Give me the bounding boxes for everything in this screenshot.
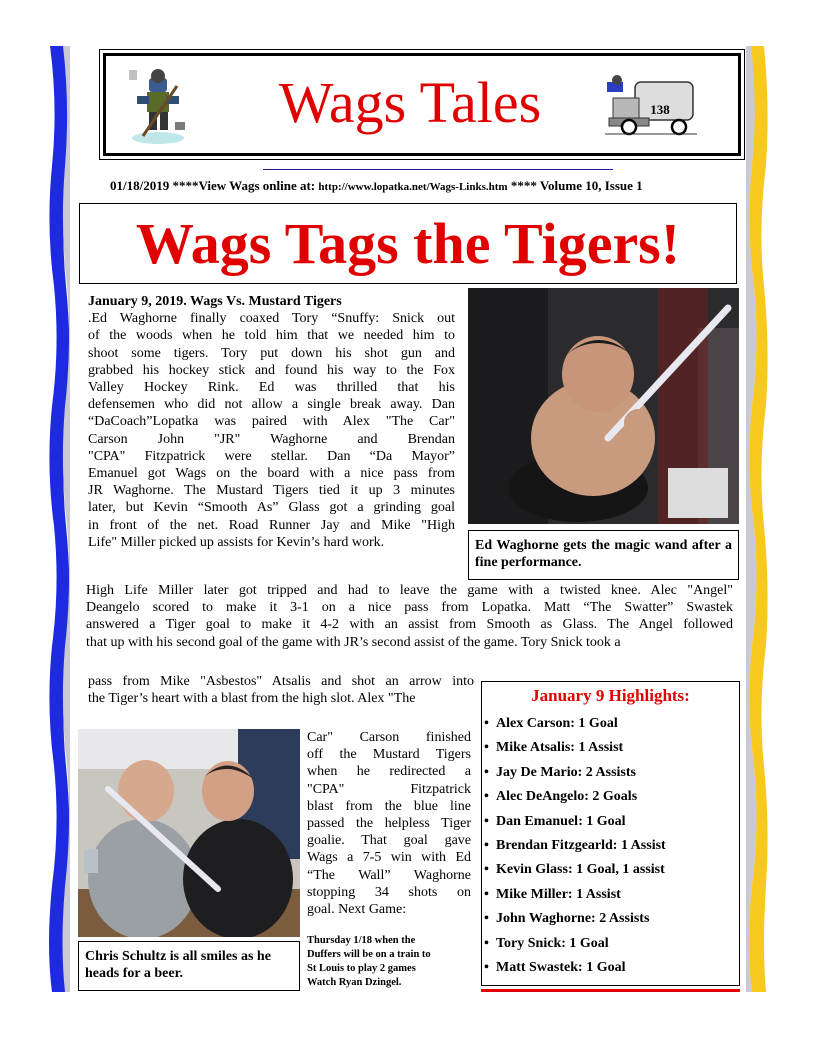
text-line: off the Mustard Tigers	[307, 747, 471, 763]
text-line: goal. Next Game:	[307, 902, 407, 918]
text-line: Car" Carson finished	[307, 730, 471, 745]
dateline	[110, 178, 730, 194]
text-line: defensemen who did not allow a single break away. Dan	[88, 397, 455, 413]
highlight-item	[484, 934, 734, 958]
text-line: "CPA" Fitzpatrick were stellar. Dan “Da Mayor”	[88, 448, 455, 464]
photo-chris-schultz	[78, 729, 300, 937]
highlight-item	[484, 714, 734, 738]
highlight-item	[484, 860, 734, 884]
text-line: Thursday 1/18 when the	[307, 935, 416, 946]
highlight-item	[484, 958, 734, 982]
bullet-icon: •	[484, 935, 489, 951]
highlight-item	[484, 836, 734, 860]
right-yellow-bar	[746, 46, 768, 992]
highlight-item	[484, 885, 734, 909]
website-link[interactable]: http://www.lopatka.net/Wags-Links.htm	[318, 181, 508, 193]
text-line: blast from the blue line	[307, 798, 471, 814]
bullet-icon: •	[484, 813, 489, 829]
highlight-text: Mike Miller: 1 Assist	[496, 886, 621, 902]
text-line: stopping 34 shots on	[307, 884, 471, 900]
photo1-caption: Ed Waghorne gets the magic wand after a fine performance.	[468, 530, 739, 580]
photo2-caption: Chris Schultz is all smiles as he heads for a beer.	[78, 941, 300, 991]
text-line: .Ed Waghorne finally coaxed Tory “Snuffy: Snick out	[88, 311, 455, 327]
highlight-text: Alex Carson: 1 Goal	[496, 716, 618, 731]
highlight-text: Jay De Mario: 2 Assists	[496, 764, 636, 780]
text-line: St Louis to play 2 games	[307, 963, 416, 974]
highlight-text: Matt Swastek: 1 Goal	[496, 959, 626, 975]
highlights-red-rule	[481, 989, 740, 992]
text-line: answered a Tiger goal to make it 4-2 with an assist from Smooth as Glass. The Angel followed	[86, 617, 733, 633]
left-blue-bar	[48, 46, 70, 992]
dateline-stars: ****	[510, 178, 537, 193]
bullet-icon: •	[484, 886, 489, 902]
article-col1-text	[88, 310, 455, 551]
bullet-icon: •	[484, 837, 489, 853]
text-line: High Life Miller later got tripped and had to leave the game with a twisted knee. Alec "Angel"	[86, 583, 733, 598]
highlights-title: January 9 Highlights:	[531, 686, 690, 705]
highlight-item	[484, 787, 734, 811]
text-line: in front of the net. Road Runner Jay and Mike "High	[88, 517, 455, 533]
highlight-text: Dan Emanuel: 1 Goal	[496, 813, 626, 829]
text-line: the Tiger’s heart with a blast from the high slot. Alex "The	[88, 691, 416, 707]
volume-issue: Volume 10, Issue 1	[539, 178, 643, 193]
text-line: passed the helpless Tiger	[307, 816, 471, 832]
text-line: Watch Ryan Dzingel.	[307, 977, 402, 988]
highlight-item	[484, 909, 734, 933]
article-col3-text	[307, 729, 471, 918]
photo-ed-waghorne	[468, 288, 739, 524]
text-line: JR Waghorne. The Mustard Tigers tied it up 3 minutes	[88, 483, 455, 499]
highlight-text: Kevin Glass: 1 Goal, 1 assist	[496, 862, 665, 878]
text-line: Deangelo scored to make it 3-1 on a nice pass from Lopatka. Matt “The Swatter” Swastek	[86, 600, 733, 616]
article-wide-text	[86, 582, 733, 651]
bullet-icon: •	[484, 764, 489, 780]
issue-date: 01/18/2019	[110, 178, 170, 193]
highlight-item	[484, 738, 734, 762]
text-line: that up with his second goal of the game with JR’s second assist of the game. Tory Snick took a	[86, 634, 621, 650]
text-line: Carson John "JR" Waghorne and Brendan	[88, 431, 455, 447]
bullet-icon: •	[484, 959, 489, 975]
highlight-text: Alec DeAngelo: 2 Goals	[496, 789, 638, 805]
text-line: goalie. That goal gave	[307, 833, 471, 849]
highlight-text: Mike Atsalis: 1 Assist	[496, 740, 624, 756]
text-line: "CPA" Fitzpatrick	[307, 781, 471, 797]
masthead-rule	[263, 169, 613, 170]
text-line: of the woods when he told him that we needed him to	[88, 328, 455, 344]
highlight-text: John Waghorne: 2 Assists	[496, 911, 650, 927]
article-heading: January 9, 2019. Wags Vs. Mustard Tigers	[88, 294, 342, 309]
next-game-text	[307, 934, 471, 990]
highlight-item	[484, 763, 734, 787]
newsletter-title: Wags Tales	[278, 70, 542, 135]
bullet-icon: •	[484, 740, 489, 756]
text-line: Wags a 7-5 win with Ed	[307, 850, 471, 866]
article-mid-text	[88, 673, 474, 707]
text-line: Life" Miller picked up assists for Kevin’s hard work.	[88, 534, 385, 550]
view-online-label: ****View Wags online at:	[172, 178, 316, 193]
article-column-1	[88, 293, 455, 551]
highlight-text: Brendan Fitzgearld: 1 Assist	[496, 837, 666, 853]
headline: Wags Tags the Tigers!	[135, 211, 681, 276]
text-line: Emanuel got Wags on the board with a nice pass from	[88, 466, 455, 482]
bullet-icon: •	[484, 716, 489, 731]
text-line: “DaCoach”Lopatka was paired with Alex "The Car"	[88, 414, 455, 430]
text-line: shoot some tigers. Tory put down his shot gun and	[88, 345, 455, 361]
issue-badge: 138	[650, 102, 670, 117]
text-line: Valley Hockey Rink. Ed was thrilled that his	[88, 380, 455, 396]
bullet-icon: •	[484, 862, 489, 878]
highlight-item	[484, 812, 734, 836]
text-line: Duffers will be on a train to	[307, 949, 431, 960]
highlight-text: Tory Snick: 1 Goal	[496, 935, 609, 951]
text-line: grabbed his hockey stick and found his way to the Fox	[88, 362, 455, 378]
text-line: later, but Kevin “Smooth As” Glass got a grinding goal	[88, 500, 455, 516]
text-line: pass from Mike "Asbestos" Atsalis and shot an arrow into	[88, 674, 474, 689]
text-line: when he redirected a	[307, 764, 471, 780]
bullet-icon: •	[484, 911, 489, 927]
bullet-icon: •	[484, 789, 489, 805]
highlights-list	[484, 714, 734, 982]
text-line: “The Wall” Waghorne	[307, 867, 471, 883]
